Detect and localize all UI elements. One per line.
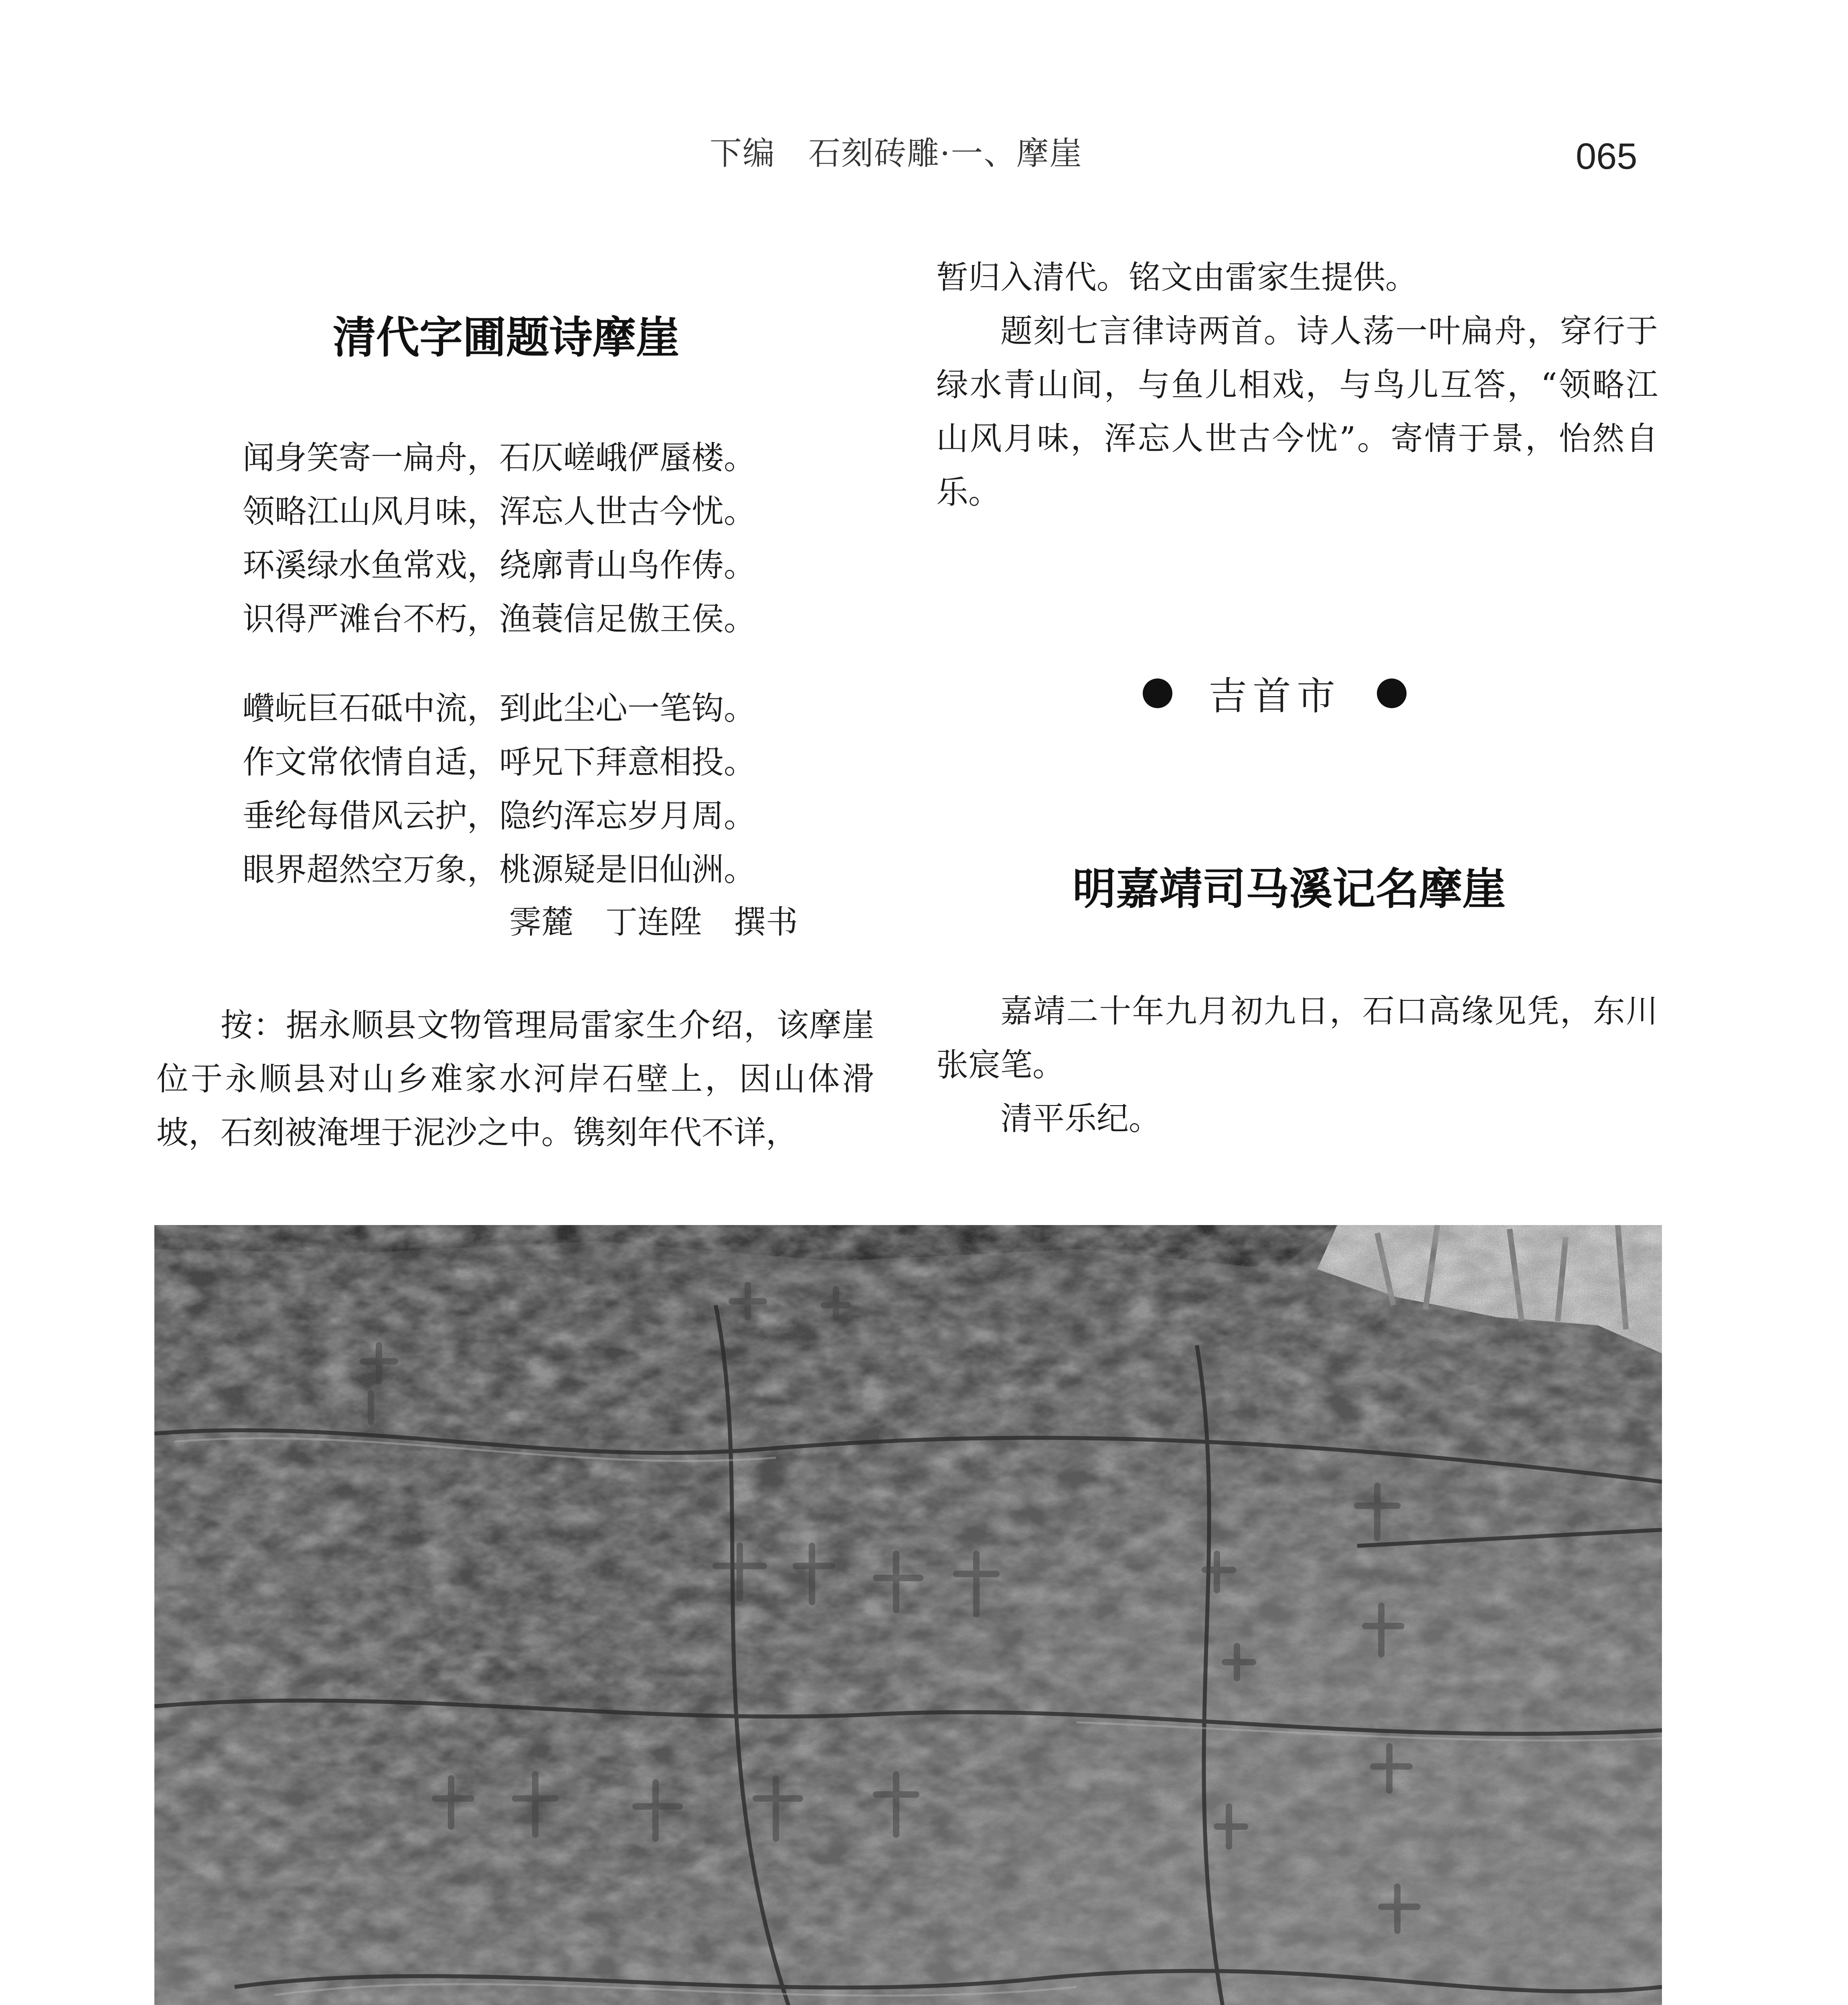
inscription-line: 清平乐纪。: [1000, 1100, 1161, 1137]
running-header: 下编 石刻砖雕·一、摩崖: [710, 135, 1083, 172]
right-column-text: [936, 251, 1658, 519]
poem-line: 识得严滩台不朽，渔蓑信足傲王侯。: [243, 600, 756, 638]
region-marker: [1143, 666, 1407, 721]
poem-line: 作文常依情自适，呼兄下拜意相投。: [243, 743, 756, 781]
section-heading-qing: 清代字圃题诗摩崖: [333, 313, 680, 362]
poem-stanza-2: [243, 682, 756, 897]
poem-line: 巑岏巨石砥中流，到此尘心一笔钩。: [243, 690, 756, 727]
poem-line: 领略江山风月味，浑忘人世古今忧。: [243, 493, 756, 530]
bullet-icon: [1377, 678, 1407, 708]
description-text: 题刻七言律诗两首。诗人荡一叶扁舟，穿行于绿水青山间，与鱼儿相戏，与鸟儿互答，“领略江山风月味，浑忘人世古今忧”。寄情于景，怡然自乐。: [936, 312, 1658, 511]
cliff-photo-image: [154, 1225, 1662, 2005]
continuation-text: 暂归入清代。铭文由雷家生提供。: [936, 259, 1417, 296]
poem-line: 闻身笑寄一扁舟，石仄嵯峨俨蜃楼。: [243, 439, 756, 476]
page-number: 065: [1576, 136, 1637, 177]
poem-line: 眼界超然空万象，桃源疑是旧仙洲。: [243, 851, 756, 888]
bullet-icon: [1143, 678, 1172, 708]
poem-stanza-1: [243, 431, 756, 646]
poem-line: 垂纶每借风云护，隐约浑忘岁月周。: [243, 797, 756, 834]
section-heading-ming: 明嘉靖司马溪记名摩崖: [1073, 865, 1506, 913]
inscription-line: 嘉靖二十年九月初九日，石口高缘见凭，东川张宸笔。: [936, 992, 1658, 1084]
poem-line: 环溪绿水鱼常戏，绕廓青山鸟作俦。: [243, 547, 756, 584]
region-label: 吉首市: [1208, 674, 1341, 719]
note-paragraph: [156, 998, 874, 1160]
inscription-text: [936, 984, 1658, 1146]
note-text: 按：据永顺县文物管理局雷家生介绍，该摩崖位于永顺县对山乡难家水河岸石壁上，因山体滑坡，石刻被淹埋于泥沙之中。镌刻年代不详，: [156, 1007, 874, 1151]
poem-signature: 霁麓 丁连陞 撰书: [509, 903, 798, 941]
cliff-photo: [154, 1225, 1662, 2005]
